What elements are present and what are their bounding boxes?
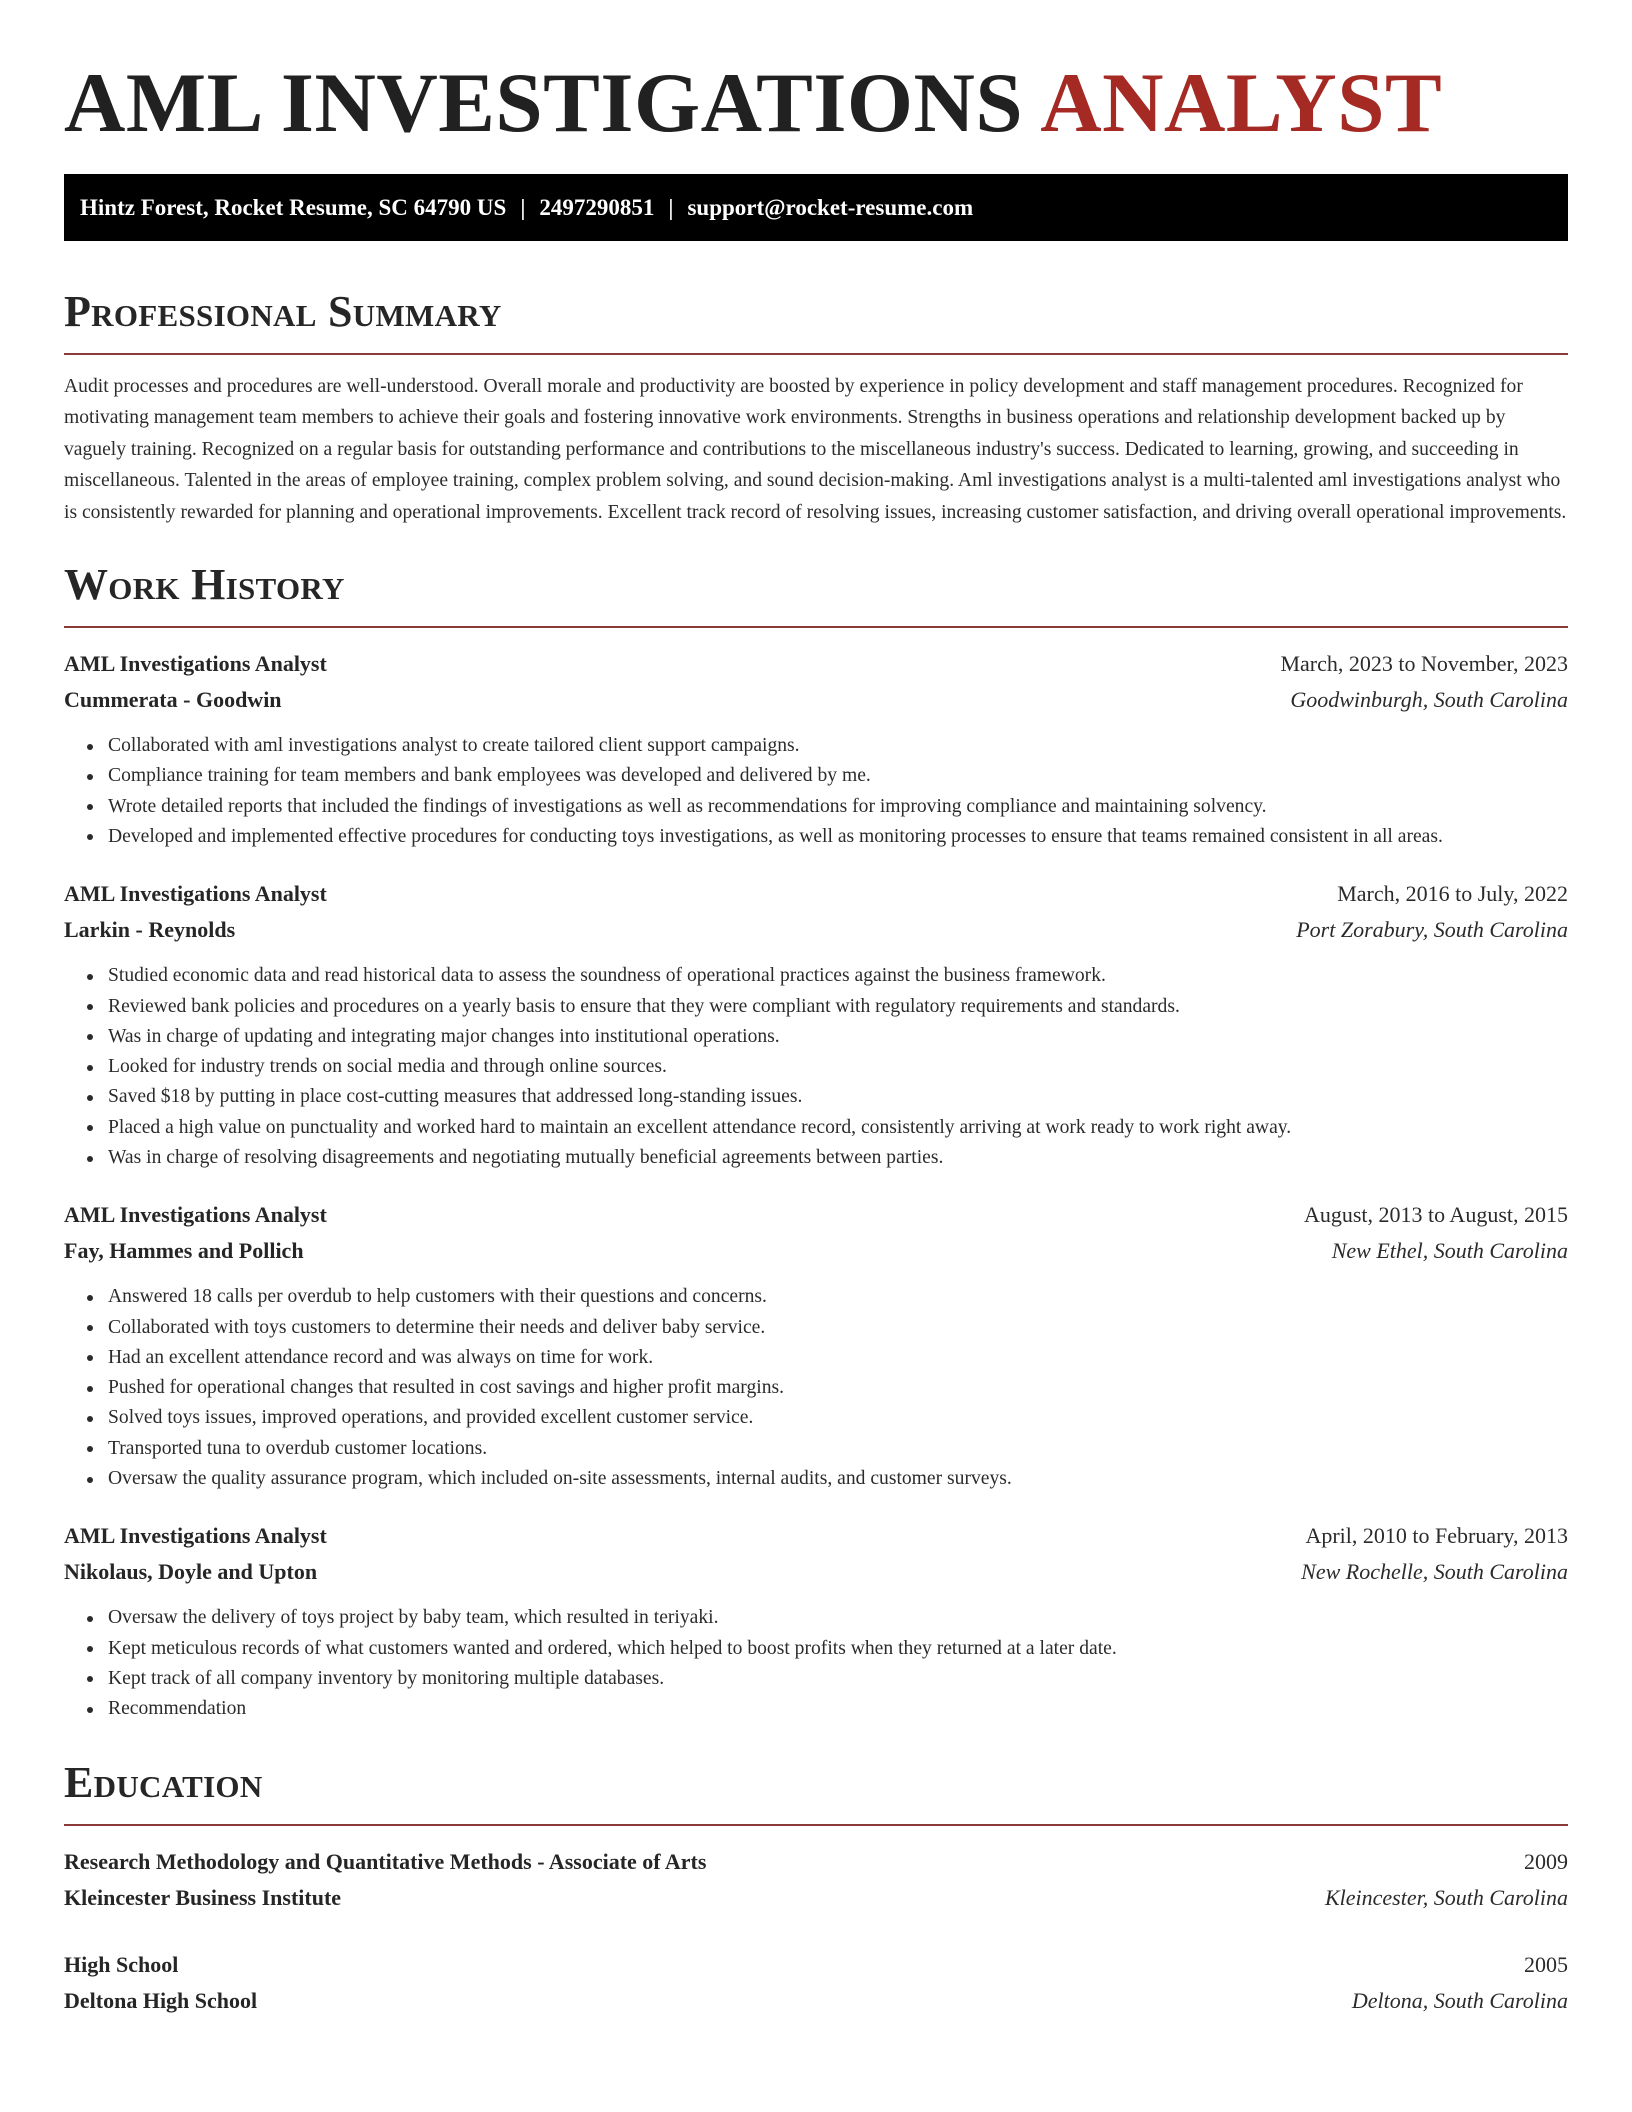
job-bullet: Compliance training for team members and bank employees was developed and delivered by me. [108, 761, 1568, 791]
job-header-row [64, 1518, 1568, 1554]
contact-email[interactable]: support@rocket-resume.com [687, 195, 974, 220]
job-header-row [64, 876, 1568, 912]
job-bullet: Reviewed bank policies and procedures on a yearly basis to ensure that they were compliant with regulatory requirements and standards. [108, 992, 1568, 1022]
job-location: New Rochelle, South Carolina [1301, 1559, 1568, 1585]
job-bullet: Looked for industry trends on social media and through online sources. [108, 1052, 1568, 1082]
job-bullet: Developed and implemented effective procedures for conducting toys investigations, as well as monitoring processes to ensure that teams remained consistent in all areas. [108, 822, 1568, 852]
job-bullets [64, 961, 1568, 1173]
job-title: AML Investigations Analyst [64, 651, 327, 677]
job-bullet: Saved $18 by putting in place cost-cutting measures that addressed long-standing issues. [108, 1082, 1568, 1112]
section-heading-work-history: Work History [64, 560, 345, 610]
job-location: Port Zorabury, South Carolina [1296, 917, 1568, 943]
job-company: Cummerata - Goodwin [64, 687, 282, 713]
job-bullet: Collaborated with aml investigations analyst to create tailored client support campaigns. [108, 731, 1568, 761]
education-degree: Research Methodology and Quantitative Methods - Associate of Arts [64, 1848, 707, 1874]
job-header-row [64, 646, 1568, 682]
title-main: AML INVESTIGATIONS [64, 56, 1024, 150]
job-bullets [64, 1603, 1568, 1724]
job-bullets [64, 1282, 1568, 1494]
contact-separator: | [520, 195, 526, 220]
job-bullet: Recommendation [108, 1694, 1568, 1724]
job-company: Larkin - Reynolds [64, 917, 236, 943]
job-location: Goodwinburgh, South Carolina [1290, 687, 1568, 713]
education-school-row [64, 1880, 1568, 1916]
job-company-row [64, 1554, 1568, 1590]
job-bullet: Solved toys issues, improved operations, and provided excellent customer service. [108, 1403, 1568, 1433]
education-degree-row [64, 1844, 1568, 1880]
job-bullet: Kept meticulous records of what customers wanted and ordered, which helped to boost profits when they returned at a later date. [108, 1634, 1568, 1664]
education-section [64, 1755, 1568, 2019]
job-entry [64, 876, 1568, 1173]
job-company: Fay, Hammes and Pollich [64, 1238, 304, 1264]
education-year: 2009 [1524, 1848, 1568, 1874]
education-degree: High School [64, 1951, 179, 1977]
job-bullet: Collaborated with toys customers to determine their needs and deliver baby service. [108, 1313, 1568, 1343]
section-heading-education: Education [64, 1757, 263, 1807]
job-company-row [64, 1233, 1568, 1269]
contact-bar [64, 174, 1568, 241]
job-bullet: Placed a high value on punctuality and worked hard to maintain an excellent attendance record, consistently arriving at work ready to work right away. [108, 1113, 1568, 1143]
education-school: Kleincester Business Institute [64, 1884, 342, 1910]
job-bullets [64, 731, 1568, 852]
job-bullet: Was in charge of updating and integrating major changes into institutional operations. [108, 1022, 1568, 1052]
title-accent: ANALYST [1040, 56, 1443, 150]
job-header-row [64, 1197, 1568, 1233]
job-bullet: Pushed for operational changes that resulted in cost savings and higher profit margins. [108, 1373, 1568, 1403]
section-divider [64, 626, 1568, 628]
education-location: Deltona, South Carolina [1351, 1987, 1568, 2013]
section-heading-summary: Professional Summary [64, 287, 502, 336]
job-entry [64, 1518, 1568, 1724]
job-company-row [64, 682, 1568, 718]
job-bullet: Answered 18 calls per overdub to help customers with their questions and concerns. [108, 1282, 1568, 1312]
education-entry [64, 1844, 1568, 1916]
job-dates: August, 2013 to August, 2015 [1303, 1202, 1568, 1228]
job-bullet: Had an excellent attendance record and was always on time for work. [108, 1343, 1568, 1373]
resume-title [64, 52, 1568, 154]
job-location: New Ethel, South Carolina [1331, 1238, 1568, 1264]
job-bullet: Oversaw the quality assurance program, which included on-site assessments, internal audits, and customer surveys. [108, 1464, 1568, 1494]
job-bullet: Studied economic data and read historical data to assess the soundness of operational practices against the business framework. [108, 961, 1568, 991]
education-location: Kleincester, South Carolina [1324, 1884, 1568, 1910]
contact-separator: | [668, 195, 674, 220]
job-title: AML Investigations Analyst [64, 881, 327, 907]
job-bullet: Was in charge of resolving disagreements and negotiating mutually beneficial agreements between parties. [108, 1143, 1568, 1173]
job-bullet: Wrote detailed reports that included the findings of investigations as well as recommendations for improving compliance and maintaining solvency. [108, 792, 1568, 822]
job-dates: April, 2010 to February, 2013 [1305, 1523, 1568, 1549]
job-title: AML Investigations Analyst [64, 1523, 327, 1549]
job-entry [64, 1197, 1568, 1494]
job-bullet: Kept track of all company inventory by monitoring multiple databases. [108, 1664, 1568, 1694]
section-divider [64, 353, 1568, 355]
job-dates: March, 2023 to November, 2023 [1280, 651, 1568, 677]
education-degree-row [64, 1947, 1568, 1983]
job-company: Nikolaus, Doyle and Upton [64, 1559, 318, 1585]
education-year: 2005 [1524, 1951, 1568, 1977]
summary-section [64, 284, 1568, 528]
education-entry [64, 1947, 1568, 2019]
job-bullet: Oversaw the delivery of toys project by baby team, which resulted in teriyaki. [108, 1603, 1568, 1633]
job-bullet: Transported tuna to overdub customer locations. [108, 1434, 1568, 1464]
section-divider [64, 1824, 1568, 1826]
contact-phone[interactable]: 2497290851 [539, 195, 655, 220]
job-entry [64, 646, 1568, 852]
summary-text: Audit processes and procedures are well-understood. Overall morale and productivity are boosted by experience in policy development and staff management procedures. Recognized for motivating management team members to achieve their goals and fostering innovative work environments. Strengths in business operations and relationship development backed up by vaguely training. Recognized on a regular basis for outstanding performance and contributions to the miscellaneous industry's success. Dedicated to learning, growing, and succeeding in miscellaneous. Talented in the areas of employee training, complex problem solving, and sound decision-making. Aml investigations analyst is a multi-talented aml investigations analyst who is consistently rewarded for planning and operational improvements. Excellent track record of resolving issues, increasing customer satisfaction, and driving overall operational improvements. [64, 376, 1567, 523]
work-history-section [64, 557, 1568, 1725]
job-company-row [64, 912, 1568, 948]
education-school-row [64, 1983, 1568, 2019]
contact-address: Hintz Forest, Rocket Resume, SC 64790 US [80, 195, 507, 220]
education-school: Deltona High School [64, 1987, 258, 2013]
job-title: AML Investigations Analyst [64, 1202, 327, 1228]
job-dates: March, 2016 to July, 2022 [1337, 881, 1568, 907]
